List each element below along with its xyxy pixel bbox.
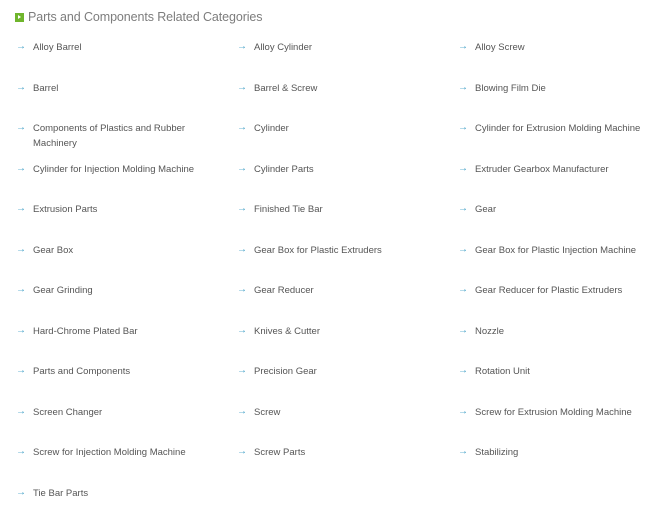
category-link-label: Alloy Screw	[475, 40, 525, 55]
category-link[interactable]	[237, 405, 458, 446]
arrow-right-icon: →	[237, 202, 254, 216]
category-link[interactable]	[237, 324, 458, 365]
arrow-right-icon: →	[458, 364, 475, 378]
category-link[interactable]	[237, 81, 458, 122]
arrow-right-icon: →	[16, 364, 33, 378]
category-link-label: Barrel	[33, 81, 58, 96]
arrow-right-icon: →	[237, 162, 254, 176]
arrow-right-icon: →	[237, 445, 254, 459]
category-link-label: Nozzle	[475, 324, 504, 339]
category-link[interactable]	[237, 283, 458, 324]
category-link[interactable]	[458, 81, 656, 122]
arrow-right-icon: →	[16, 445, 33, 459]
category-link[interactable]	[237, 162, 458, 203]
arrow-right-icon: →	[16, 202, 33, 216]
category-link-label: Alloy Cylinder	[254, 40, 312, 55]
category-link[interactable]	[458, 283, 656, 324]
category-link-label: Stabilizing	[475, 445, 518, 460]
category-link[interactable]	[237, 445, 458, 486]
arrow-right-icon: →	[237, 283, 254, 297]
category-link[interactable]	[16, 405, 237, 446]
category-link-label: Screw	[254, 405, 280, 420]
category-link-label: Gear Box for Plastic Extruders	[254, 243, 382, 258]
category-link[interactable]	[16, 364, 237, 405]
category-link[interactable]	[237, 243, 458, 284]
category-link[interactable]	[16, 81, 237, 122]
arrow-right-icon: →	[458, 283, 475, 297]
arrow-right-icon: →	[16, 405, 33, 419]
arrow-right-icon: →	[16, 283, 33, 297]
arrow-right-icon: →	[458, 121, 475, 135]
category-link-label: Cylinder	[254, 121, 289, 136]
arrow-right-icon: →	[16, 81, 33, 95]
arrow-right-icon: →	[458, 81, 475, 95]
category-link-label: Cylinder for Injection Molding Machine	[33, 162, 194, 177]
category-link[interactable]	[458, 405, 656, 446]
category-link-label: Components of Plastics and Rubber Machinery	[33, 121, 223, 151]
category-link-label: Precision Gear	[254, 364, 317, 379]
arrow-right-icon: →	[16, 40, 33, 54]
arrow-right-icon: →	[458, 324, 475, 338]
category-link-label: Rotation Unit	[475, 364, 530, 379]
category-link[interactable]	[16, 486, 237, 526]
category-link[interactable]	[16, 324, 237, 365]
category-list	[16, 40, 656, 526]
arrow-right-icon: →	[16, 243, 33, 257]
arrow-right-icon: →	[16, 162, 33, 176]
category-link[interactable]	[16, 40, 237, 81]
category-link-label: Gear Reducer	[254, 283, 314, 298]
category-link[interactable]	[237, 202, 458, 243]
arrow-right-icon: →	[16, 324, 33, 338]
category-link[interactable]	[458, 162, 656, 203]
arrow-right-icon: →	[458, 243, 475, 257]
arrow-right-icon: →	[458, 162, 475, 176]
arrow-right-icon: →	[237, 121, 254, 135]
category-link-label: Extrusion Parts	[33, 202, 97, 217]
category-link-label: Extruder Gearbox Manufacturer	[475, 162, 609, 177]
category-link[interactable]	[458, 364, 656, 405]
arrow-right-icon: →	[458, 445, 475, 459]
category-link-label: Gear	[475, 202, 496, 217]
category-link-label: Cylinder Parts	[254, 162, 314, 177]
arrow-right-icon: →	[237, 364, 254, 378]
category-link-label: Knives & Cutter	[254, 324, 320, 339]
category-link-label: Gear Box	[33, 243, 73, 258]
category-link[interactable]	[237, 364, 458, 405]
category-link[interactable]	[16, 162, 237, 203]
category-link-label: Barrel & Screw	[254, 81, 317, 96]
category-link-label: Gear Grinding	[33, 283, 93, 298]
arrow-right-icon: →	[458, 40, 475, 54]
category-link-label: Hard-Chrome Plated Bar	[33, 324, 138, 339]
category-link-label: Gear Reducer for Plastic Extruders	[475, 283, 622, 298]
arrow-right-icon: →	[237, 40, 254, 54]
category-link-label: Screw for Injection Molding Machine	[33, 445, 186, 460]
category-link[interactable]	[458, 243, 656, 284]
category-link-label: Tie Bar Parts	[33, 486, 88, 501]
category-link-label: Cylinder for Extrusion Molding Machine	[475, 121, 640, 136]
arrow-right-icon: →	[458, 405, 475, 419]
category-link[interactable]	[16, 121, 237, 162]
category-link-label: Blowing Film Die	[475, 81, 546, 96]
green-arrow-square-icon	[15, 13, 24, 22]
category-link-label: Screw Parts	[254, 445, 305, 460]
category-link-label: Parts and Components	[33, 364, 130, 379]
section-header	[15, 9, 262, 25]
category-link[interactable]	[458, 40, 656, 81]
category-link[interactable]	[458, 121, 656, 162]
arrow-right-icon: →	[237, 243, 254, 257]
category-link[interactable]	[458, 202, 656, 243]
arrow-right-icon: →	[237, 81, 254, 95]
arrow-right-icon: →	[237, 324, 254, 338]
section-title: Parts and Components Related Categories	[28, 10, 262, 24]
category-link[interactable]	[16, 445, 237, 486]
arrow-right-icon: →	[458, 202, 475, 216]
category-link[interactable]	[237, 40, 458, 81]
category-link[interactable]	[458, 324, 656, 365]
category-link[interactable]	[16, 243, 237, 284]
category-link-label: Finished Tie Bar	[254, 202, 323, 217]
arrow-right-icon: →	[16, 121, 33, 135]
category-link[interactable]	[16, 283, 237, 324]
arrow-right-icon: →	[237, 405, 254, 419]
category-link-label: Alloy Barrel	[33, 40, 82, 55]
arrow-right-icon: →	[16, 486, 33, 500]
category-link[interactable]	[458, 445, 656, 486]
category-link[interactable]	[237, 121, 458, 162]
category-link-label: Gear Box for Plastic Injection Machine	[475, 243, 636, 258]
category-link-label: Screen Changer	[33, 405, 102, 420]
category-link-label: Screw for Extrusion Molding Machine	[475, 405, 632, 420]
category-link[interactable]	[16, 202, 237, 243]
